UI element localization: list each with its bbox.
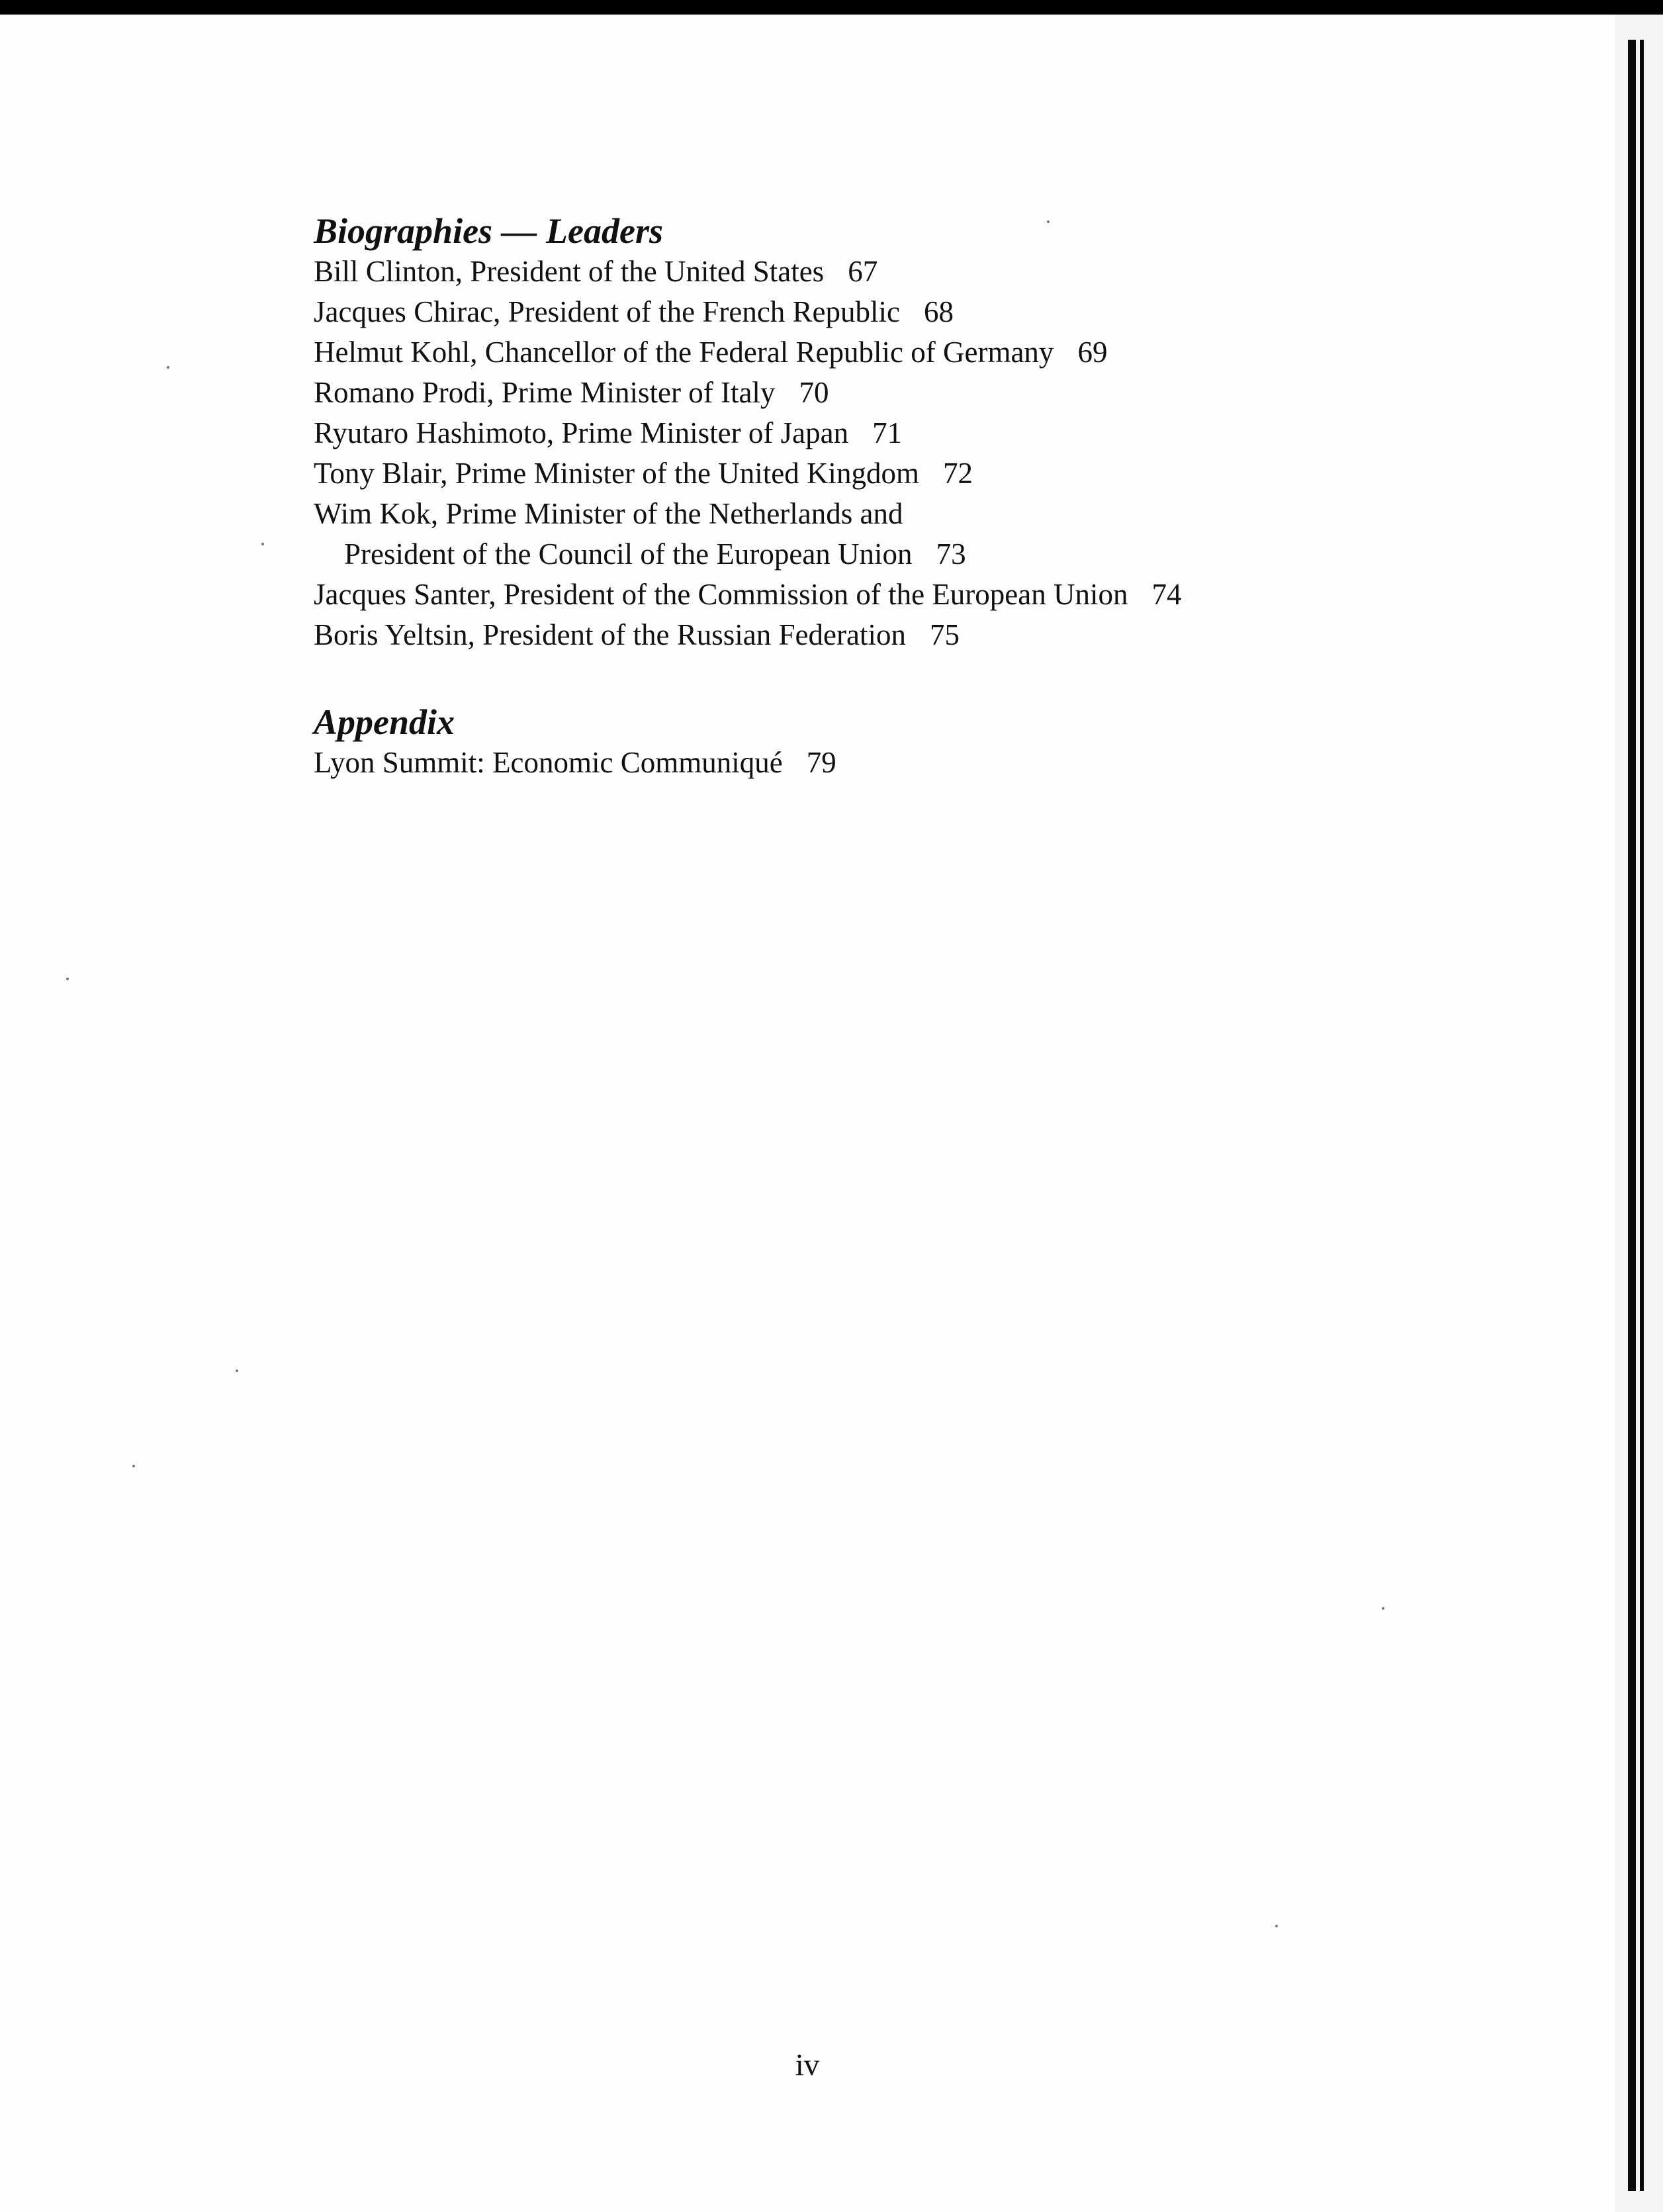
toc-entry <box>314 575 1611 615</box>
scan-speck <box>1382 1607 1384 1610</box>
scan-speck <box>261 543 264 545</box>
page-folio: iv <box>795 2048 820 2082</box>
scan-right-edge <box>1615 15 1663 2212</box>
toc-entry <box>314 332 1611 373</box>
entry-continuation-text: President of the Council of the European Union <box>344 537 913 571</box>
entry-page-number: 70 <box>799 376 829 409</box>
toc-entry <box>314 494 1611 575</box>
scan-speck <box>66 978 69 980</box>
entry-page-number: 67 <box>848 255 878 288</box>
entry-page-number: 72 <box>942 457 973 490</box>
scan-binding-shadow <box>1628 40 1636 2191</box>
toc-section-biographies <box>314 210 1611 655</box>
toc-entry <box>314 743 1611 783</box>
toc-entry <box>314 252 1611 292</box>
toc-entry <box>314 292 1611 332</box>
scan-speck <box>236 1369 238 1372</box>
toc-entry <box>314 413 1611 453</box>
toc-entry <box>314 373 1611 413</box>
entry-title: Ryutaro Hashimoto, Prime Minister of Japan <box>314 416 849 449</box>
toc-entry <box>314 453 1611 494</box>
table-of-contents <box>314 210 1611 783</box>
scan-speck <box>1275 1925 1278 1927</box>
entry-page-number: 74 <box>1151 578 1182 611</box>
scan-speck <box>132 1465 135 1467</box>
entry-title: Boris Yeltsin, President of the Russian Federation <box>314 618 906 651</box>
entry-page-number: 68 <box>924 295 954 328</box>
entry-page-number: 73 <box>936 537 966 571</box>
scan-binding-shadow-inner <box>1640 40 1644 2191</box>
entry-page-number: 75 <box>929 618 960 651</box>
entry-title: Romano Prodi, Prime Minister of Italy <box>314 376 776 409</box>
entry-title: Tony Blair, Prime Minister of the United Kingdom <box>314 457 919 490</box>
entry-page-number: 71 <box>872 416 903 449</box>
entry-title: Wim Kok, Prime Minister of the Netherlands and <box>314 497 903 530</box>
entry-title: Helmut Kohl, Chancellor of the Federal Republic of Germany <box>314 336 1054 369</box>
toc-section-appendix <box>314 702 1611 783</box>
scan-speck <box>167 366 169 369</box>
toc-entry <box>314 615 1611 655</box>
section-heading: Appendix <box>314 702 455 742</box>
entry-title: Bill Clinton, President of the United States <box>314 255 825 288</box>
entry-title-continuation <box>314 534 1611 575</box>
entry-page-number: 79 <box>806 746 836 779</box>
entry-title: Jacques Santer, President of the Commission of the European Union <box>314 578 1128 611</box>
entry-title: Lyon Summit: Economic Communiqué <box>314 746 783 779</box>
section-heading: Biographies — Leaders <box>314 211 664 251</box>
entry-title: Jacques Chirac, President of the French Republic <box>314 295 901 328</box>
entry-page-number: 69 <box>1077 336 1108 369</box>
